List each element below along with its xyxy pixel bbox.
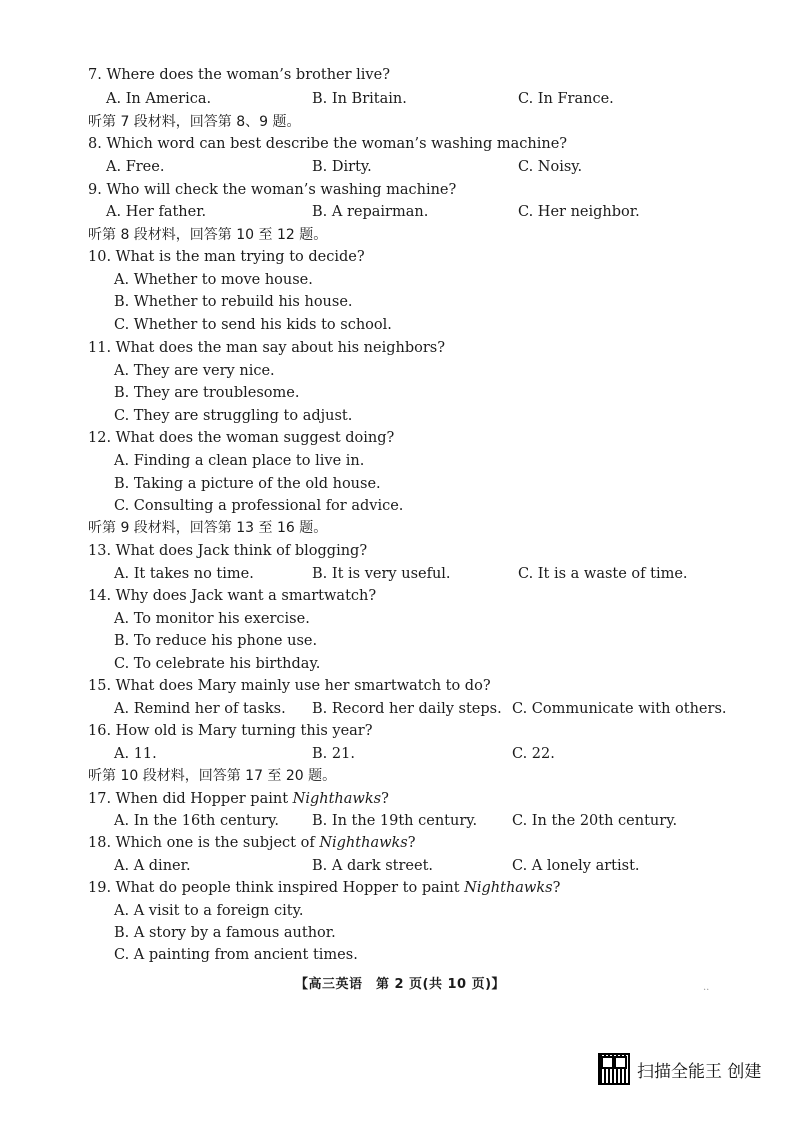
option-17b: B. In the 19th century. (312, 813, 478, 829)
artwork-title: Nighthawks (292, 791, 382, 807)
option-18b: B. A dark street. (312, 858, 434, 874)
question-11: 11. What does the man say about his neighbors? (88, 340, 446, 356)
option-18a: A. A diner. (114, 858, 191, 874)
section-heading-9: 听第 9 段材料，回答第 13 至 16 题。 (88, 520, 328, 536)
question-12: 12. What does the woman suggest doing? (88, 430, 395, 446)
option-7c: C. In France. (518, 91, 614, 107)
question-17 (88, 790, 389, 808)
artwork-title: Nighthawks (464, 880, 553, 896)
question-10: 10. What is the man trying to decide? (88, 249, 365, 265)
section-heading-10: 听第 10 段材料，回答第 17 至 20 题。 (88, 768, 337, 784)
question-18-text: 18. Which one is the subject of (88, 835, 315, 851)
option-14a: A. To monitor his exercise. (114, 611, 310, 627)
question-mark: ? (552, 880, 561, 896)
question-7: 7. Where does the woman’s brother live? (88, 67, 390, 83)
option-10c: C. Whether to send his kids to school. (114, 317, 392, 333)
option-11a: A. They are very nice. (114, 363, 275, 379)
qr-code-icon (598, 1053, 630, 1085)
option-19c: C. A painting from ancient times. (114, 947, 358, 963)
scan-speck: .. (703, 982, 710, 993)
question-16: 16. How old is Mary turning this year? (88, 723, 373, 739)
option-19b: B. A story by a famous author. (114, 925, 336, 941)
option-17a: A. In the 16th century. (114, 813, 279, 829)
option-13a: A. It takes no time. (114, 566, 254, 582)
option-15a: A. Remind her of tasks. (114, 701, 286, 717)
question-18 (88, 834, 416, 852)
option-8b: B. Dirty. (312, 159, 372, 175)
option-11b: B. They are troublesome. (114, 385, 300, 401)
question-mark: ? (407, 835, 416, 851)
page-footer: 【高三英语 第 2 页(共 10 页)】 (294, 977, 506, 992)
question-8: 8. Which word can best describe the woman’s washing machine? (88, 136, 568, 152)
option-18c: C. A lonely artist. (512, 858, 640, 874)
question-14: 14. Why does Jack want a smartwatch? (88, 588, 377, 604)
question-19 (88, 879, 560, 897)
question-17-text: 17. When did Hopper paint (88, 791, 289, 807)
option-10b: B. Whether to rebuild his house. (114, 294, 353, 310)
option-14c: C. To celebrate his birthday. (114, 656, 321, 672)
question-13: 13. What does Jack think of blogging? (88, 543, 368, 559)
scanner-watermark (598, 1052, 761, 1086)
watermark-text: 扫描全能王 创建 (637, 1061, 762, 1082)
question-9: 9. Who will check the woman’s washing machine? (88, 182, 457, 198)
option-16a: A. 11. (114, 746, 157, 762)
section-heading-7: 听第 7 段材料，回答第 8、9 题。 (88, 114, 301, 130)
option-12a: A. Finding a clean place to live in. (114, 453, 365, 469)
question-mark: ? (381, 791, 389, 807)
option-8c: C. Noisy. (518, 159, 583, 175)
option-9c: C. Her neighbor. (518, 204, 640, 220)
option-8a: A. Free. (106, 159, 165, 175)
option-12c: C. Consulting a professional for advice. (114, 498, 404, 514)
option-16b: B. 21. (312, 746, 355, 762)
option-7a: A. In America. (106, 91, 212, 107)
option-13c: C. It is a waste of time. (518, 566, 688, 582)
artwork-title: Nighthawks (319, 835, 408, 851)
option-9b: B. A repairman. (312, 204, 429, 220)
option-10a: A. Whether to move house. (114, 272, 313, 288)
option-15c: C. Communicate with others. (512, 701, 727, 717)
option-16c: C. 22. (512, 746, 555, 762)
option-13b: B. It is very useful. (312, 566, 451, 582)
question-19-text: 19. What do people think inspired Hopper to paint (88, 880, 460, 896)
question-15: 15. What does Mary mainly use her smartwatch to do? (88, 678, 491, 694)
section-heading-8: 听第 8 段材料，回答第 10 至 12 题。 (88, 227, 328, 243)
option-7b: B. In Britain. (312, 91, 407, 107)
option-17c: C. In the 20th century. (512, 813, 678, 829)
option-19a: A. A visit to a foreign city. (114, 903, 304, 919)
option-11c: C. They are struggling to adjust. (114, 408, 353, 424)
option-14b: B. To reduce his phone use. (114, 633, 318, 649)
option-12b: B. Taking a picture of the old house. (114, 476, 381, 492)
option-15b: B. Record her daily steps. (312, 701, 502, 717)
option-9a: A. Her father. (106, 204, 207, 220)
